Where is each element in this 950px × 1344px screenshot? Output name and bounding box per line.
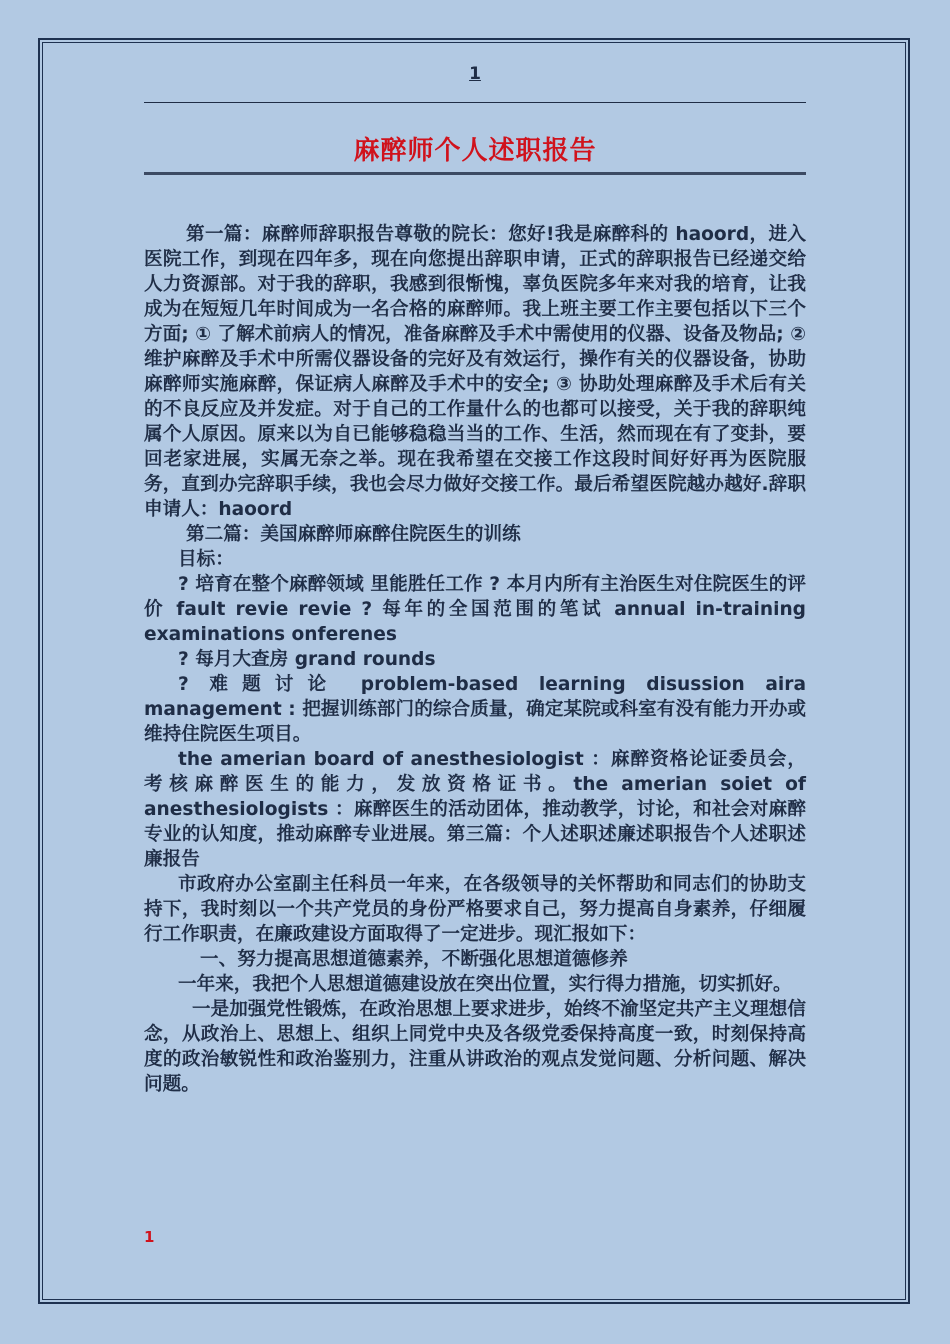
footer-page-number: 1 [144, 1228, 155, 1246]
paragraph: 第二篇：美国麻醉师麻醉住院医生的训练 [186, 524, 521, 545]
paragraph: 第一篇：麻醉师辞职报告尊敬的院长：您好!我是麻醉科的 haoord，进入医院工作，到现在四年多，现在向您提出辞职申请，正式的辞职报告已经递交给人力资源部。对于我的辞职，我感到很惭愧，辜负医院多年来对我的培育，让我成为在短短几年时间成为一名合格的麻醉师。我上班主要工作主要包括以下三个方面; ① 了解术前病人的情况，准备麻醉及手术中需使用的仪器、设备及物品; ② 维护麻醉及手术中所需仪器设备的完好及有效运行，操作有关的仪器设备，协助麻醉师实施麻醉，保证病人麻醉及手术中的安全; ③ 协助处理麻醉及手术后有关的不良反应及并发症。对于自己的工作量什么的也都可以接受，关于我的辞职纯属个人原因。原来以为自已能够稳稳当当的工作、生活，然而现在有了变卦，要回老家进展，实属无奈之举。现在我希望在交接工作这段时间好好再为医院服务，直到办完辞职手续，我也会尽力做好交接工作。最后希望医院越办越好.辞职申请人：haoord [144, 224, 806, 520]
paragraph: 一年来，我把个人思想道德建设放在突出位置，实行得力措施，切实抓好。 [178, 974, 792, 995]
paragraph: the amerian board of anesthesiologist ：麻醉资格论证委员会，考核麻醉医生的能力，发放资格证书。the amerian soiet of anesthesiologists ：麻醉医生的活动团体，推动教学，讨论，和社会对麻醉专业的认知度，推动麻醉专业进展。第三篇：个人述职述廉述职报告个人述职述廉报告 [144, 749, 806, 870]
paragraph: ? 每月大查房 grand rounds [178, 649, 436, 670]
paragraph: ? 培育在整个麻醉领域 里能胜任工作 ? 本月内所有主治医生对住院医生的评价 fault revie revie ? 每年的全国范围的笔试 annual in-training examinations onferenes [144, 574, 806, 645]
paragraph: 一是加强党性锻炼，在政治思想上要求进步，始终不渝坚定共产主义理想信念，从政治上、思想上、组织上同党中央及各级党委保持高度一致，时刻保持高度的政治敏锐性和政治鉴别力，注重从讲政治的观点发觉问题、分析问题、解决问题。 [144, 999, 806, 1095]
paragraph: 目标： [178, 549, 234, 570]
paragraph: 一、努力提高思想道德素养，不断强化思想道德修养 [200, 949, 628, 970]
document-title: 麻醉师个人述职报告 [353, 136, 597, 166]
title-rule [144, 172, 806, 175]
paragraph: 市政府办公室副主任科员一年来，在各级领导的关怀帮助和同志们的协助支持下，我时刻以一个共产党员的身份严格要求自己，努力提高自身素养，仔细履行工作职责，在廉政建设方面取得了一定进步。现汇报如下： [144, 874, 806, 945]
document-body [144, 222, 806, 1097]
header-page-number: 1 [469, 64, 481, 84]
header-rule [144, 102, 806, 103]
paragraph: ? 难题讨论 problem-based learning disussion aira management : 把握训练部门的综合质量，确定某院或科室有没有能力开办或维持住院医生项目。 [144, 674, 806, 745]
